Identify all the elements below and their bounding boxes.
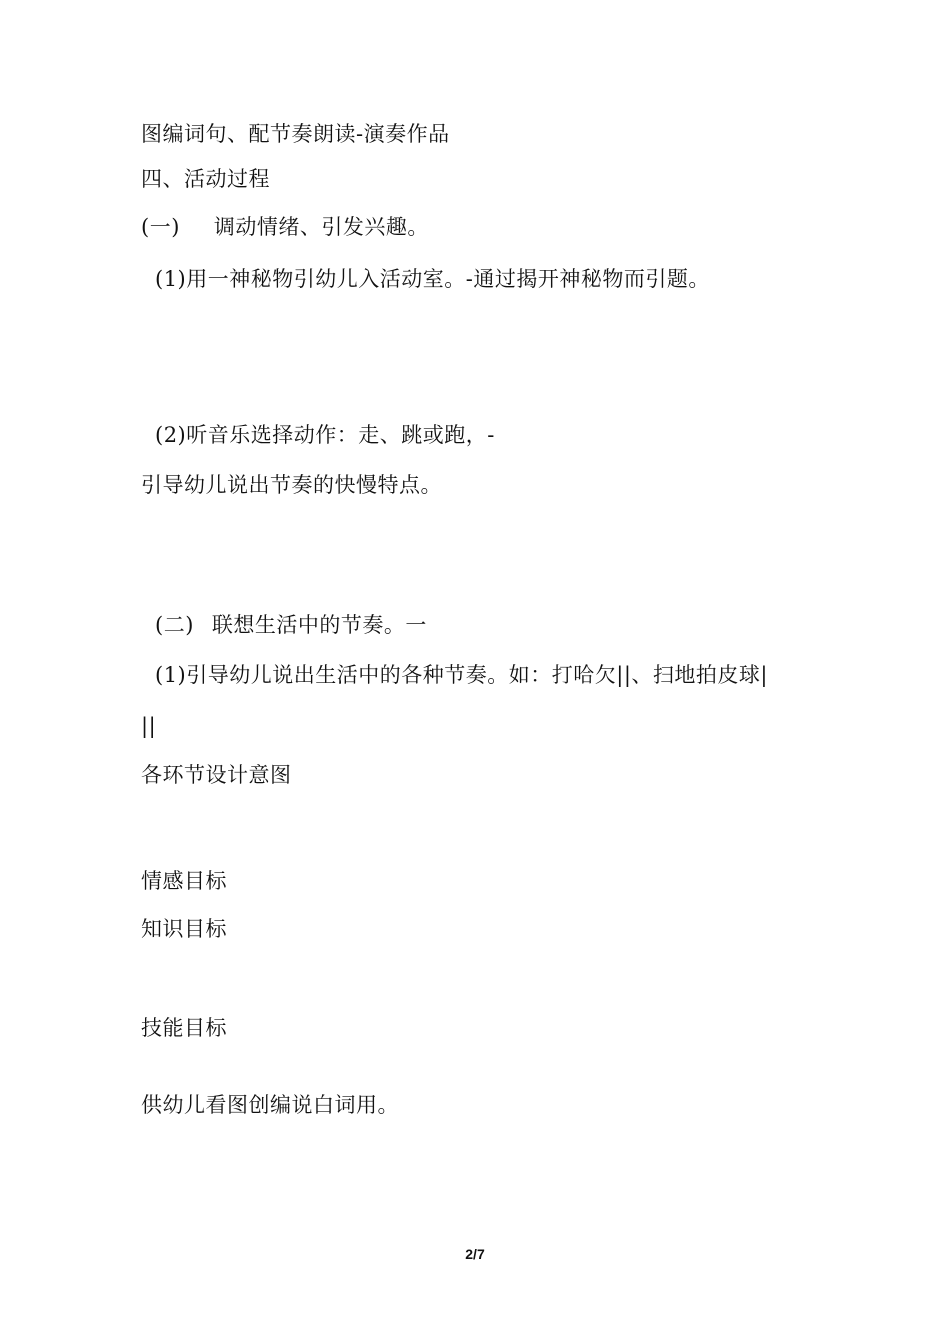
text-line-usage: 供幼儿看图创编说白词用。	[141, 1093, 399, 1117]
skill-goal: 技能目标	[141, 1016, 227, 1040]
step-1-2-continued: 引导幼儿说出节奏的快慢特点。	[141, 473, 442, 497]
text-line-1: 图编词句、配节奏朗读-演奏作品	[141, 122, 450, 146]
subheading-two-number: (二)	[155, 613, 194, 637]
subheading-one-number: (一)	[141, 215, 180, 239]
subheading-one	[141, 214, 429, 240]
design-intent-heading: 各环节设计意图	[141, 763, 292, 787]
step-2-1: (1)引导幼儿说出生活中的各种节奏。如：打哈欠||、扫地拍皮球|	[155, 663, 768, 687]
subheading-two	[155, 612, 427, 638]
step-2-1-continued: ||	[141, 714, 157, 738]
section-heading-activity-process: 四、活动过程	[141, 167, 270, 191]
emotional-goal: 情感目标	[141, 869, 227, 893]
subheading-two-text: 联想生活中的节奏。一	[211, 613, 427, 637]
knowledge-goal: 知识目标	[141, 917, 227, 941]
page-number: 2/7	[465, 1246, 485, 1262]
step-1-1: (1)用一神秘物引幼儿入活动室。-通过揭开神秘物而引题。	[155, 267, 710, 291]
step-1-2: (2)听音乐选择动作：走、跳或跑，-	[155, 423, 495, 447]
subheading-one-text: 调动情绪、引发兴趣。	[213, 215, 429, 239]
